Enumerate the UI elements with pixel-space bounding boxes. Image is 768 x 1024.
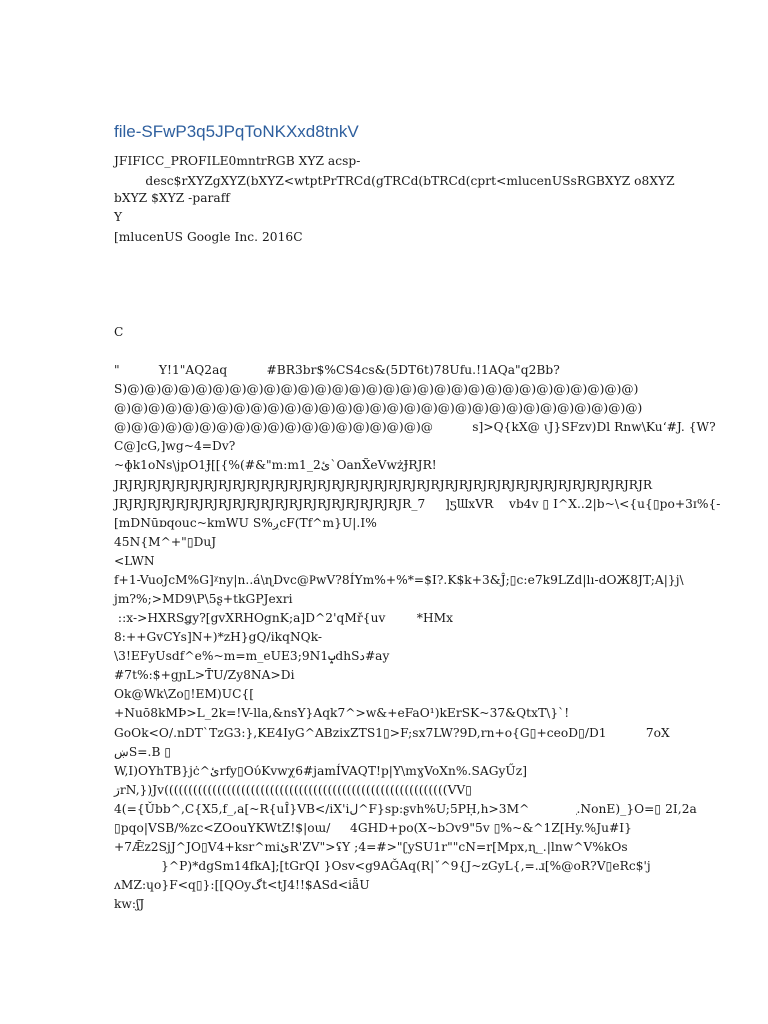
text-line: 4(={Ǔbb^,C{X5,f_,a[~R{uÎ}VB</iX'iل^F}sp:ʂvh%U;5PḤ,h>3M^ ֽ.NonE)_}O=▯ 2I,2a: [114, 802, 697, 816]
text-line: +7Ǣz2SjJ^JO▯V4+ksr^miئR'ZV">ʢY ;4=#>"ʗySU1r""cN=r[Mpx,ɳ_.|lnw^V%kOs: [114, 840, 628, 854]
text-line: ::x->HXRSǥy?[gvXRHOgnK;a]D^2'qMř{uv *HMx: [114, 611, 454, 625]
text-line: ~ɸk1oNs\jpO1Ɉ[[{%(#&"m:m1_2ئ`OanX̃eVwżɈRJR!: [114, 458, 437, 472]
text-line: @)@)@)@)@)@)@)@)@)@)@)@)@)@)@)@)@)@)@ s]>Q{kX@ ɩJ}SFzv)Dl Rnw\Kuʻ#J. {W?: [114, 420, 716, 434]
text-line: W,I)OYhTB}jċ^ئrfy▯OύKvwχ6#jamÍVAQT!p|Y\mɣVoXn%.SAGyŰz]: [114, 764, 528, 778]
text-line: GoOk<O/.nDT`TzG3:},KE4IyG^ABzixZTS1▯>F;sx7LW?9D,rn+o{G▯+ceoD▯/D1 7oX: [114, 726, 670, 740]
text-line: \3!EFyUsdf^e%~m=m_eUE3;9N1ݒdhSد#ay: [114, 649, 390, 663]
text-line: ʌMZ:ɥo}F<q▯}:[[QOyگt<tJ4!!$ASd<iǟU: [114, 878, 370, 892]
text-line: }^P)*dgSm14fkA];[tGrQI }Osv<g9AǦAq(R|ˇ^9{J~zGyL{,=.ɹ[%@oR?V▯eRc$'j: [114, 859, 651, 873]
text-line: [mDNūɒqouc~kmWU S%ږcF(Tf^m}U|.I%: [114, 516, 377, 530]
text-line: 8:++GvCYs]N+)*zH}gQ/ikqNQk-: [114, 630, 323, 644]
text-line: ڗrN,})Jv(((((((((((((((((((((((((((((((((((((((((((((((((((((((((((VV▯: [114, 783, 473, 797]
text-line: kw:ʃJ: [114, 897, 145, 911]
text-line: <LWN: [114, 554, 155, 568]
text-line: Y: [114, 210, 123, 224]
text-line: JRJRJRJRJRJRJRJRJRJRJRJRJRJRJRJRJRJRJRJRJR_7 ]ƽƜxVR vb4v ▯ I^X..2|b~\<{u{▯po+3ɪ%{-: [114, 497, 721, 511]
text-line: ▯pqo|VSB/%zc<ZOouYKWtZ!$|oɯ/ 4GHD+po(X~bƆv9"5v ▯%~&^1Z[Hy.%Ju#I}: [114, 821, 632, 835]
document-title: file-SFwP3q5JPqToNKXxd8tnkV: [114, 122, 359, 141]
text-line: +Nuō8kMÞ>L_2k=!V-lla,&nsY}Aqk7^>w&+eFaO¹)kErSK~37&QtxT\}`!: [114, 706, 570, 720]
text-line: desc$rXYZgXYZ(bXYZ<wtptPrTRCd(gTRCd(bTRCd(cprt<mlucenUSsRGBXYZ o8XYZ: [114, 174, 675, 188]
text-line: f+1-VuoJcM%G]ᵡny|n..á\ɳDvc@ҎwV?8ÍYm%+%*=$I?.K$k+3&Ĵ;▯c:e7k9LZd|lı-dOЖ8JT;A|}j\: [114, 573, 684, 587]
text-line: Ok@Wk\Zo▯!EM)UC{[: [114, 687, 255, 701]
text-line: JRJRJRJRJRJRJRJRJRJRJRJRJRJRJRJRJRJRJRJRJRJRJRJRJRJRJRJRJRJRJRJRJRJRJRJRJRJR: [114, 478, 653, 492]
text-line: [mlucenUS Google Inc. 2016C: [114, 230, 303, 244]
text-line: #7t%:$+gɲL>T̄U/Zy8NA>Di: [114, 668, 295, 682]
text-line: C: [114, 325, 124, 339]
text-line: ښS=.B ▯: [114, 745, 172, 759]
text-line: @)@)@)@)@)@)@)@)@)@)@)@)@)@)@)@)@)@)@)@)@)@)@)@)@)@)@)@)@)@)@): [114, 401, 643, 415]
text-line: JFIFICC_PROFILE0mntrRGB XYZ acsp-: [114, 154, 361, 168]
text-line: bXYZ $XYZ -paraff: [114, 191, 230, 205]
text-line: S)@)@)@)@)@)@)@)@)@)@)@)@)@)@)@)@)@)@)@)@)@)@)@)@)@)@)@)@)@)@): [114, 382, 639, 396]
text-line: 45N{M^+"▯DuJ: [114, 535, 217, 549]
text-line: " Y!1"AQ2aq #BR3br$%CS4cs&(5DT6t)78Ufu.!1AQa"q2Bb?: [114, 363, 560, 377]
text-line: jm?%;>MD9\P\5ʂ+tkGPJexri: [114, 592, 293, 606]
text-line: C@]cG,]wg~4=Dv?: [114, 439, 236, 453]
